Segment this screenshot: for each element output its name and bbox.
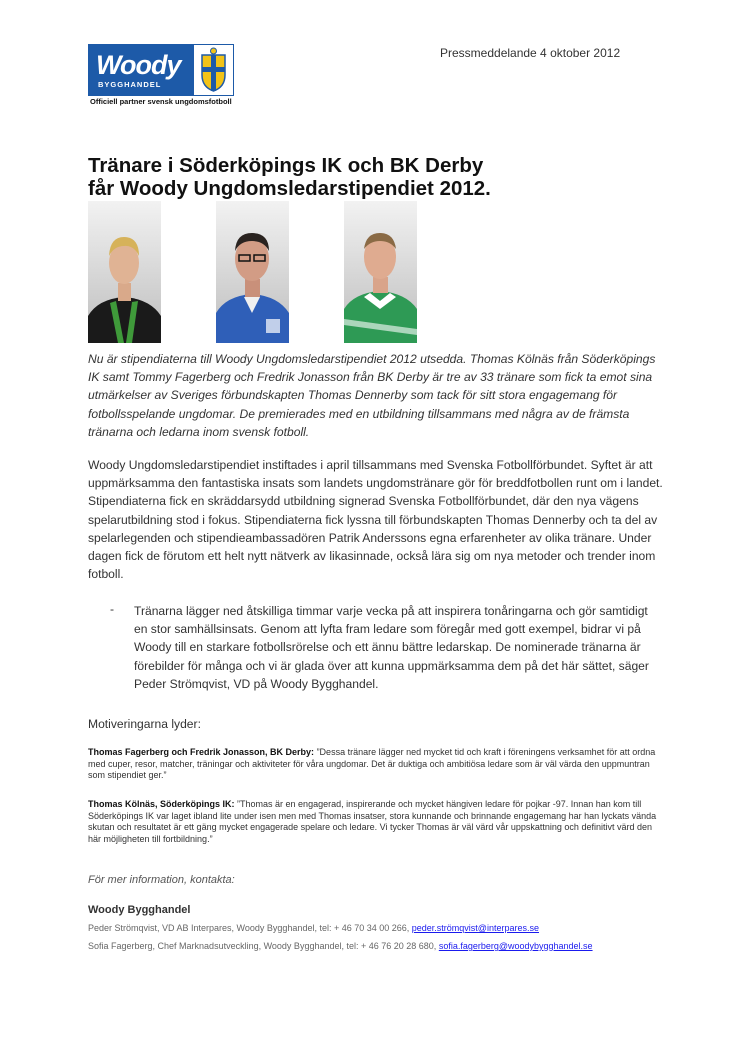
- motivation-soderkoping-names: Thomas Kölnäs, Söderköpings IK:: [88, 799, 235, 809]
- headline-line-1: Tränare i Söderköpings IK och BK Derby: [88, 154, 484, 177]
- contact-company: Woody Bygghandel: [88, 904, 191, 916]
- logo-crest-panel: [193, 44, 234, 96]
- headline-line-2: får Woody Ungdomsledarstipendiet 2012.: [88, 177, 491, 200]
- coach-photo-1: [88, 201, 161, 343]
- contact-peder-email-link[interactable]: peder.strömqvist@interpares.se: [411, 923, 539, 933]
- motivation-derby: [88, 747, 663, 782]
- coach-photo-3: [344, 201, 417, 343]
- woody-logo: [88, 44, 234, 96]
- coach-photo-2: [216, 201, 289, 343]
- body-paragraph: Woody Ungdomsledarstipendiet instiftades i april tillsammans med Svenska Fotbollförbundet. Syftet är att uppmärksamma den fantastiska insats som landets ungdomstränare gör för breddfotbollen runt om i landet. Stipendiaterna fick en skräddarsydd utbildning signerad Svenska Fotbollförbundet, där den nya vägens spelarutbildning stod i fokus. Stipendiaterna fick lyssna till förbundskapten Thomas Dennerby och ta del av spelarlegenden och stipendieambassadören Patrik Anderssons egna erfarenheter av olika tränare. Under dagen fick de förutom ett helt nytt nätverk av likasinnade, också lära sig om nya metoder och trender inom fotboll.: [88, 458, 663, 582]
- contact-sofia-text: Sofia Fagerberg, Chef Marknadsutveckling, Woody Bygghandel, tel: + 46 76 20 28 680,: [88, 941, 439, 951]
- svff-crest-icon: [194, 45, 233, 95]
- motivation-soderkoping-text: ”Thomas är en engagerad, inspirerande och mycket hängiven ledare för pojkar -97. Innan han kom till Söderköpings IK var laget ibland lite under isen men med Thomas insatser, stora kunnande och brinnande engagemang har han lyckats vända skutan och resultatet är ett gäng mycket engagerade spelare och ledare. Vi tycker Thomas är väl värd vår uppskattning och definitivt värd den här möjligheten till fortbildning.”: [88, 799, 657, 844]
- motivation-derby-text: ”Dessa tränare lägger ned mycket tid och kraft i föreningens verksamhet för att ordna med cuper, resor, matcher, träningar och aktiviteter för våra ungdomar. Det är duktiga och ambitiösa ledare som är väl värda den uppmuntran som stipendiet ger.”: [88, 747, 656, 781]
- contact-sofia-email-link[interactable]: sofia.fagerberg@woodybygghandel.se: [438, 941, 593, 951]
- headline: [88, 154, 648, 200]
- motivation-soderkoping: [88, 799, 663, 845]
- lead-paragraph: Nu är stipendiaterna till Woody Ungdomsledarstipendiet 2012 utsedda. Thomas Kölnäs från Söderköpings IK samt Tommy Fagerberg och Fredrik Jonasson från BK Derby är tre av 33 tränare som fick ta emot sina utmärkelser av Sveriges förbundskapten Thomas Dennerby som tack för sitt stora engagemang för fotbollsspelande ungdomar. De premierades med en utbildning tillsammans med några av de främsta tränarna och ledarna inom svensk fotboll.: [88, 352, 656, 439]
- ceo-quote: Tränarna lägger ned åtskilliga timmar varje vecka på att inspirera tonåringarna och gör samtidigt en stor samhällsinsats. Genom att lyfta fram ledare som föregår med gott exempel, bidrar vi på Woody till en starkare fotbollsrörelse och ett ännu bättre ledarskap. De nominerade tränarna är förebilder för många och vi är glada över att kunna uppmärksamma dem på det här sättet, säger Peder Strömqvist, VD på Woody Bygghandel.: [134, 604, 649, 691]
- motivations-heading: Motiveringarna lyder:: [88, 717, 201, 731]
- contact-peder-text: Peder Strömqvist, VD AB Interpares, Woody Bygghandel, tel: + 46 70 34 00 266,: [88, 923, 412, 933]
- motivation-derby-names: Thomas Fagerberg och Fredrik Jonasson, BK Derby:: [88, 747, 315, 757]
- contact-peder: [88, 923, 539, 933]
- logo-tagline: Officiell partner svensk ungdomsfotboll: [90, 97, 232, 106]
- quote-dash: -: [110, 602, 115, 616]
- logo-wordmark: Woody: [96, 50, 181, 80]
- contact-sofia: [88, 941, 593, 951]
- press-release-date: Pressmeddelande 4 oktober 2012: [440, 46, 621, 60]
- logo-blue-block: [88, 44, 193, 96]
- logo-subtitle: BYGGHANDEL: [98, 80, 162, 89]
- contact-intro: För mer information, kontakta:: [88, 874, 235, 886]
